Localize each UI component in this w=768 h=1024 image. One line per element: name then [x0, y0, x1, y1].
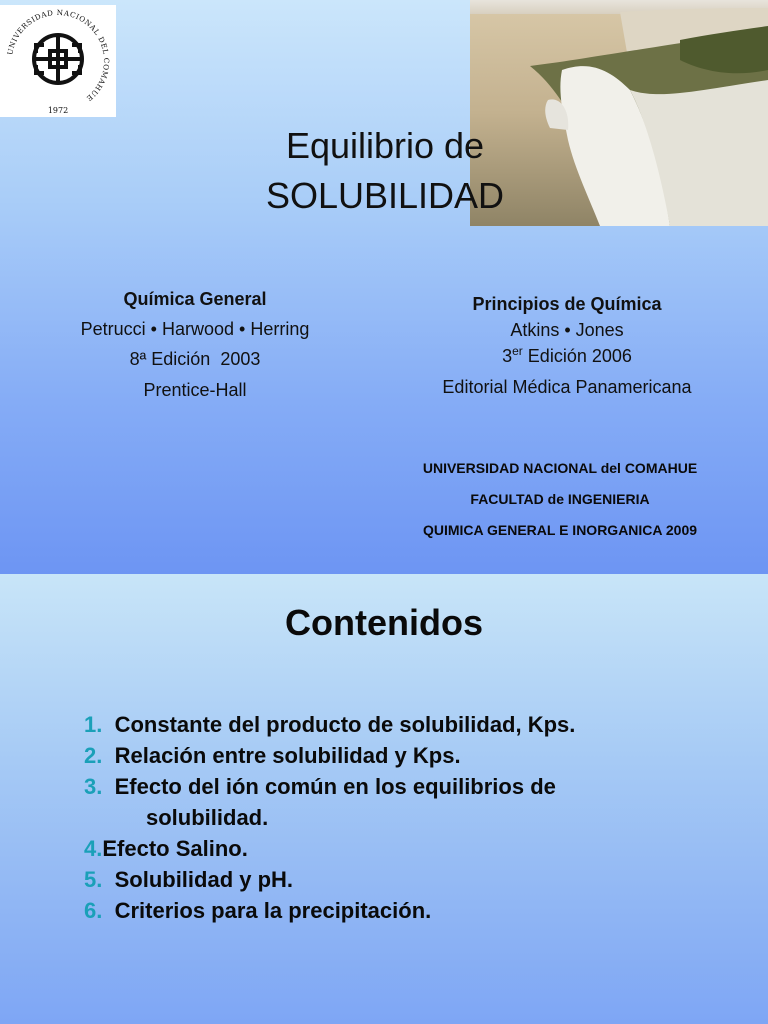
left-book-publisher: Prentice-Hall: [143, 380, 247, 400]
edition-number: 3: [502, 346, 513, 366]
logo-ring-text: UNIVERSIDAD NACIONAL DEL COMAHUE: [5, 7, 112, 104]
institution-line1: UNIVERSIDAD NACIONAL del COMAHUE: [422, 460, 698, 476]
contents-title: Contenidos: [285, 602, 483, 643]
item-number: 5.: [84, 867, 103, 892]
right-book-publisher: Editorial Médica Panamericana: [442, 377, 692, 397]
right-book-edition: [400, 346, 734, 367]
list-item: [84, 714, 575, 736]
item-text: Solubilidad y pH.: [114, 867, 294, 892]
item-number: 3.: [84, 774, 103, 799]
item-text: Criterios para la precipitación.: [114, 898, 432, 923]
right-book-heading: Principios de Química: [472, 294, 662, 314]
institution-line3: QUIMICA GENERAL E INORGANICA 2009: [422, 522, 698, 538]
item-text: Efecto del ión común en los equilibrios de: [114, 774, 556, 799]
slide-title-line1: Equilibrio de: [285, 125, 485, 166]
item-text: Constante del producto de solubilidad, Kps.: [114, 712, 576, 737]
university-logo: [0, 5, 116, 117]
slide-title-line2: SOLUBILIDAD: [265, 175, 505, 216]
item-number: 2.: [84, 743, 103, 768]
item-number: 6.: [84, 898, 103, 923]
list-item: [84, 745, 461, 767]
list-item: [84, 869, 293, 891]
left-book-edition: 8ª Edición 2003: [129, 349, 261, 369]
list-item: [84, 838, 248, 860]
edition-superscript: er: [512, 344, 523, 358]
list-item: [84, 776, 556, 798]
item-text: solubilidad.: [146, 805, 269, 830]
item-text: Efecto Salino.: [102, 836, 248, 861]
left-book-authors: Petrucci • Harwood • Herring: [80, 319, 310, 339]
list-item-continuation: [146, 807, 268, 829]
list-item: [84, 900, 431, 922]
logo-year: 1972: [47, 106, 69, 115]
right-book-authors: Atkins • Jones: [510, 320, 624, 340]
item-text: Relación entre solubilidad y Kps.: [114, 743, 461, 768]
edition-rest: Edición 2006: [522, 346, 632, 366]
institution-line2: FACULTAD de INGENIERIA: [470, 491, 650, 507]
item-number: 1.: [84, 712, 103, 737]
left-book-heading: Química General: [123, 289, 267, 309]
item-number: 4.: [84, 836, 103, 861]
contents-slide: [0, 574, 768, 1024]
